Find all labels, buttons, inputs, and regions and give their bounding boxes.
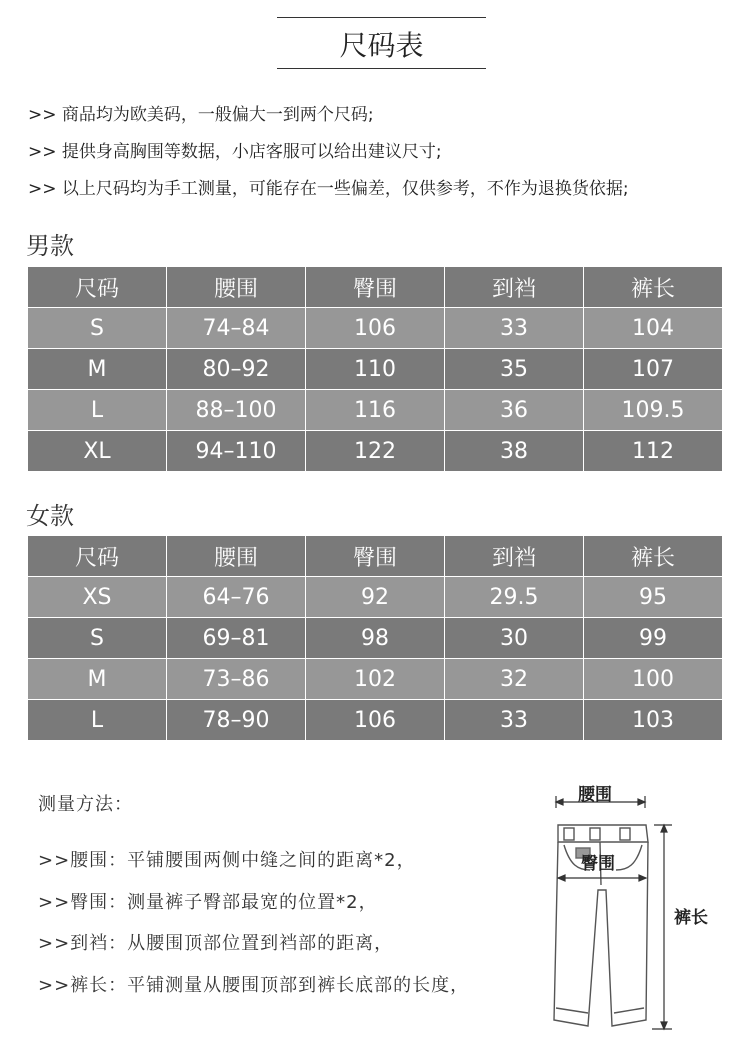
table-cell: 78–90 [167,700,306,741]
column-header: 臀围 [306,536,445,577]
table-cell: M [28,349,167,390]
table-cell: 99 [584,618,723,659]
column-header: 到裆 [445,267,584,308]
table-cell: 73–86 [167,659,306,700]
table-row [28,390,723,431]
page-title-frame [277,17,486,69]
table-cell: 33 [445,308,584,349]
table-cell: 104 [584,308,723,349]
table-cell: 107 [584,349,723,390]
hip-arrow [558,875,646,881]
table-cell: 36 [445,390,584,431]
women-section-title: 女款 [26,502,74,530]
table-cell: 33 [445,700,584,741]
table-cell: 64–76 [167,577,306,618]
table-cell: 69–81 [167,618,306,659]
table-cell: 29.5 [445,577,584,618]
length-label: 裤长 [674,908,708,928]
length-arrow [652,825,672,1029]
table-row [28,308,723,349]
table-cell: 32 [445,659,584,700]
table-row [28,700,723,741]
table-cell: 102 [306,659,445,700]
note-line: >> 提供身高胸围等数据，小店客服可以给出建议尺寸; [28,142,442,162]
column-header: 裤长 [584,536,723,577]
table-cell: XS [28,577,167,618]
method-line-length: >>裤长：平铺测量从腰围顶部到裤长底部的长度， [38,974,470,996]
table-cell: 38 [445,431,584,472]
pants-illustration [540,770,740,1050]
table-row [28,577,723,618]
table-cell: 35 [445,349,584,390]
measurement-method [38,788,469,1006]
table-row [28,659,723,700]
column-header: 到裆 [445,536,584,577]
note-line: >> 以上尺码均为手工测量，可能存在一些偏差，仅供参考，不作为退换货依据; [28,179,629,199]
table-row [28,431,723,472]
table-cell: L [28,390,167,431]
notes [28,100,629,211]
table-cell: XL [28,431,167,472]
table-cell: 80–92 [167,349,306,390]
table-cell: 106 [306,308,445,349]
table-cell: S [28,308,167,349]
column-header: 腰围 [167,536,306,577]
table-cell: 95 [584,577,723,618]
table-cell: 88–100 [167,390,306,431]
page-title: 尺码表 [339,29,424,62]
table-cell: L [28,700,167,741]
men-size-table [27,266,723,472]
note-line: >> 商品均为欧美码，一般偏大一到两个尺码; [28,105,374,125]
men-section-title: 男款 [26,232,74,260]
table-cell: M [28,659,167,700]
table-cell: 30 [445,618,584,659]
method-line-rise: >>到裆：从腰围顶部位置到裆部的距离， [38,933,394,954]
method-line-waist: >>腰围：平铺腰围两侧中缝之间的距离*2， [38,850,416,871]
column-header: 尺码 [28,267,167,308]
method-line-hip: >>臀围：测量裤子臀部最宽的位置*2， [38,891,378,913]
table-cell: 110 [306,349,445,390]
column-header: 臀围 [306,267,445,308]
column-header: 尺码 [28,536,167,577]
waist-label: 腰围 [578,785,612,805]
women-header-row [28,536,723,577]
table-cell: 98 [306,618,445,659]
hip-label: 臀围 [581,854,615,874]
table-cell: 94–110 [167,431,306,472]
table-cell: 122 [306,431,445,472]
method-title: 测量方法： [38,794,133,815]
table-row [28,349,723,390]
table-cell: 109.5 [584,390,723,431]
table-cell: 103 [584,700,723,741]
table-cell: 92 [306,577,445,618]
column-header: 裤长 [584,267,723,308]
table-cell: 112 [584,431,723,472]
table-cell: 74–84 [167,308,306,349]
table-cell: 100 [584,659,723,700]
women-size-table [27,535,723,741]
table-cell: S [28,618,167,659]
men-header-row [28,267,723,308]
pants-diagram [540,770,740,1050]
table-cell: 116 [306,390,445,431]
table-row [28,618,723,659]
column-header: 腰围 [167,267,306,308]
table-cell: 106 [306,700,445,741]
